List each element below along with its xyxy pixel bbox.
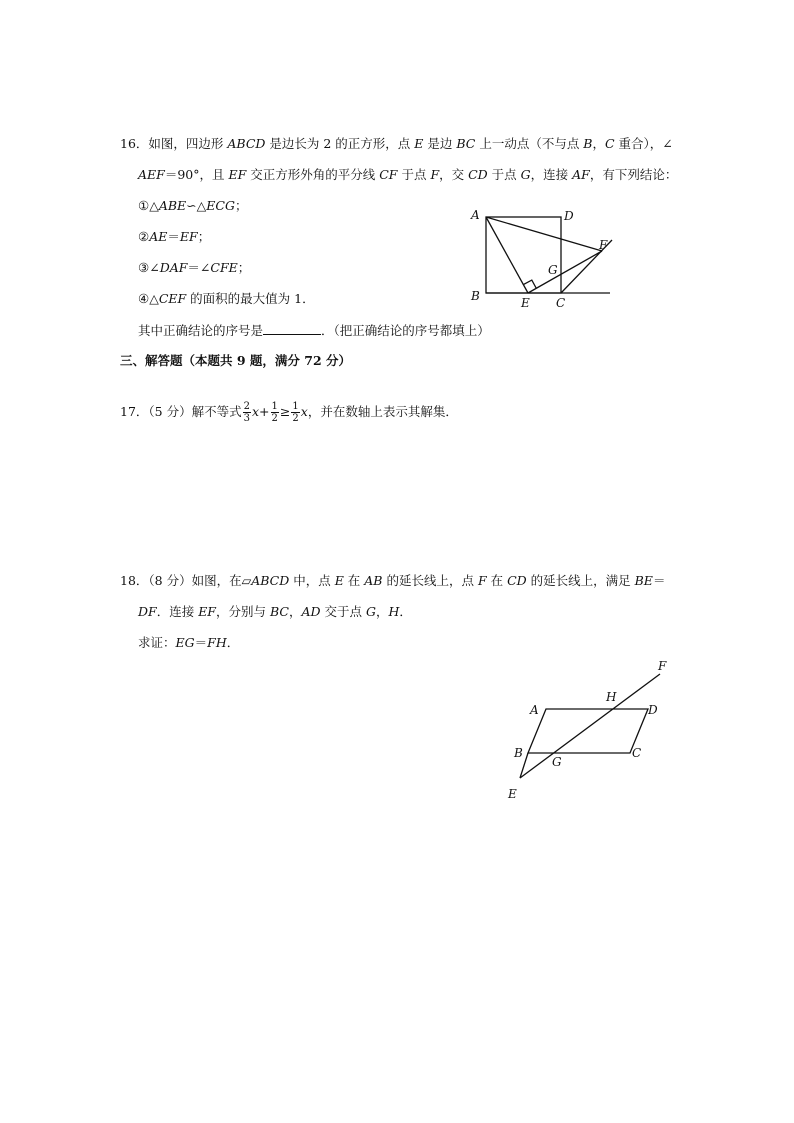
q17-text: ，并在数轴上表示其解集． <box>307 404 458 419</box>
q16-text: 是边长为 2 的正方形，点 <box>265 136 415 151</box>
q16-text: 16．如图，四边形 <box>120 136 228 151</box>
q16-text: ； <box>197 229 211 244</box>
q16-text: ④△ <box>138 291 159 306</box>
q16-text: 其中正确结论的序号是 <box>138 323 264 338</box>
parallelogram-abcd <box>528 709 648 753</box>
answer-blank[interactable] <box>263 322 321 335</box>
q16-text: ，有下列结论： <box>589 167 678 182</box>
label-e: E <box>521 296 530 310</box>
q16-conclusion-4 <box>138 291 315 307</box>
label-a: A <box>530 703 539 717</box>
q16-line2 <box>138 167 677 183</box>
q16-text: ＝ <box>167 229 180 244</box>
var-cfe: CFE <box>210 260 238 275</box>
var-b: B <box>583 136 593 151</box>
q16-text: 于点 <box>487 167 521 182</box>
label-e: E <box>508 787 517 801</box>
segment-ef <box>528 251 602 293</box>
q18-text: ＝ <box>652 573 666 588</box>
q16-text: ＝∠ <box>187 260 211 275</box>
q18-text: 的延长线上，满足 <box>526 573 635 588</box>
q16-text: ； <box>234 198 248 213</box>
var-ecg: ECG <box>206 198 235 213</box>
var-ef: EF <box>198 604 216 619</box>
q16-line1 <box>120 136 673 152</box>
q16-text: 重合），∠ <box>614 136 673 151</box>
var-x: x <box>251 404 260 419</box>
var-be: BE <box>634 573 653 588</box>
var-bc: BC <box>456 136 476 151</box>
var-ab: AB <box>364 573 383 588</box>
q16-answer-line <box>138 322 490 339</box>
q17-line <box>120 400 458 424</box>
q16-conclusion-1 <box>138 198 247 214</box>
label-g: G <box>548 263 558 277</box>
fraction-2-3 <box>243 401 251 424</box>
q16-text: ， <box>592 136 605 151</box>
label-f: F <box>599 238 608 252</box>
q16-text: ，交 <box>439 167 469 182</box>
q18-text: ， <box>288 604 302 619</box>
var-h: H <box>388 604 400 619</box>
fraction-1-2 <box>271 401 279 424</box>
label-h: H <box>606 690 617 704</box>
q18-text: ＝ <box>194 635 208 650</box>
label-b: B <box>471 289 480 303</box>
q16-text: ，连接 <box>530 167 573 182</box>
var-ae: AE <box>149 229 168 244</box>
label-c: C <box>632 746 642 760</box>
var-daf: DAF <box>159 260 188 275</box>
var-abe: ABE <box>158 198 187 213</box>
label-d: D <box>564 209 574 223</box>
q16-text: ③∠ <box>138 260 160 275</box>
q18-text: 中，点 <box>289 573 335 588</box>
q16-text: ①△ <box>138 198 159 213</box>
label-g: G <box>552 755 562 769</box>
section-3-title: 三、解答题（本题共 9 题，满分 72 分） <box>120 353 352 368</box>
fraction-den: 2 <box>271 413 278 424</box>
var-df: DF <box>138 604 157 619</box>
var-cd: CD <box>468 167 488 182</box>
q16-text: 的面积的最大值为 1． <box>186 291 315 306</box>
q18-text: ． <box>226 635 240 650</box>
var-af: AF <box>572 167 590 182</box>
var-abcd: ABCD <box>227 136 266 151</box>
q18-text: 的延长线上，点 <box>382 573 478 588</box>
var-ef: EF <box>228 167 247 182</box>
q18-line2 <box>138 604 412 620</box>
var-ad: AD <box>301 604 321 619</box>
q18-figure <box>500 656 680 804</box>
geq-sign: ≥ <box>279 404 291 419</box>
q18-text: ． <box>399 604 412 619</box>
q16-text: 交正方形外角的平分线 <box>246 167 380 182</box>
q16-text: ； <box>237 260 251 275</box>
label-c: C <box>556 296 566 310</box>
var-g: G <box>520 167 531 182</box>
var-g: G <box>366 604 376 619</box>
var-cf: CF <box>379 167 398 182</box>
q18-text: 求证： <box>138 635 176 650</box>
label-a: A <box>471 208 480 222</box>
fraction-1-2 <box>291 401 299 424</box>
plus-sign: + <box>259 404 270 419</box>
var-abcd: ABCD <box>251 573 290 588</box>
var-ef: EF <box>179 229 198 244</box>
q17-text: 17．（5 分）解不等式 <box>120 404 242 419</box>
var-cd: CD <box>507 573 527 588</box>
q16-text: ② <box>138 229 150 244</box>
var-eg: EG <box>175 635 195 650</box>
q16-text: 上一动点（不与点 <box>475 136 584 151</box>
q18-text: 在 <box>486 573 508 588</box>
fraction-num: 1 <box>292 401 299 412</box>
segment-ef <box>520 674 660 778</box>
var-aef: AEF <box>138 167 165 182</box>
fraction-den: 3 <box>243 413 250 424</box>
var-f: F <box>430 167 440 182</box>
label-d: D <box>648 703 658 717</box>
q18-text: ．连接 <box>156 604 199 619</box>
q18-prove-line <box>138 635 239 651</box>
q18-line1 <box>120 573 665 589</box>
segment-af <box>486 217 602 251</box>
fraction-den: 2 <box>292 413 299 424</box>
var-fh: FH <box>207 635 227 650</box>
q16-text: ＝90°，且 <box>164 167 229 182</box>
var-bc: BC <box>269 604 289 619</box>
label-b: B <box>514 746 523 760</box>
fraction-num: 1 <box>271 401 278 412</box>
q16-conclusion-3 <box>138 260 250 276</box>
q16-figure <box>466 203 616 311</box>
q16-conclusion-2 <box>138 229 210 245</box>
segment-ae <box>486 217 528 293</box>
fraction-num: 2 <box>243 401 250 412</box>
var-f: F <box>477 573 487 588</box>
q18-text: ， <box>376 604 389 619</box>
q18-text: ，分别与 <box>216 604 270 619</box>
q16-text: ．（把正确结论的序号都填上） <box>321 323 490 338</box>
var-cef: CEF <box>158 291 187 306</box>
var-e: E <box>334 573 344 588</box>
q18-text: 在 <box>343 573 365 588</box>
q16-text: 于点 <box>397 167 431 182</box>
q18-text: 18．（8 分）如图，在▱ <box>120 573 252 588</box>
label-f: F <box>658 659 667 673</box>
var-x: x <box>300 404 308 419</box>
q16-text: ∽△ <box>186 198 207 213</box>
q16-text: 是边 <box>423 136 457 151</box>
q18-text: 交于点 <box>320 604 366 619</box>
var-e: E <box>414 136 424 151</box>
var-c: C <box>605 136 615 151</box>
